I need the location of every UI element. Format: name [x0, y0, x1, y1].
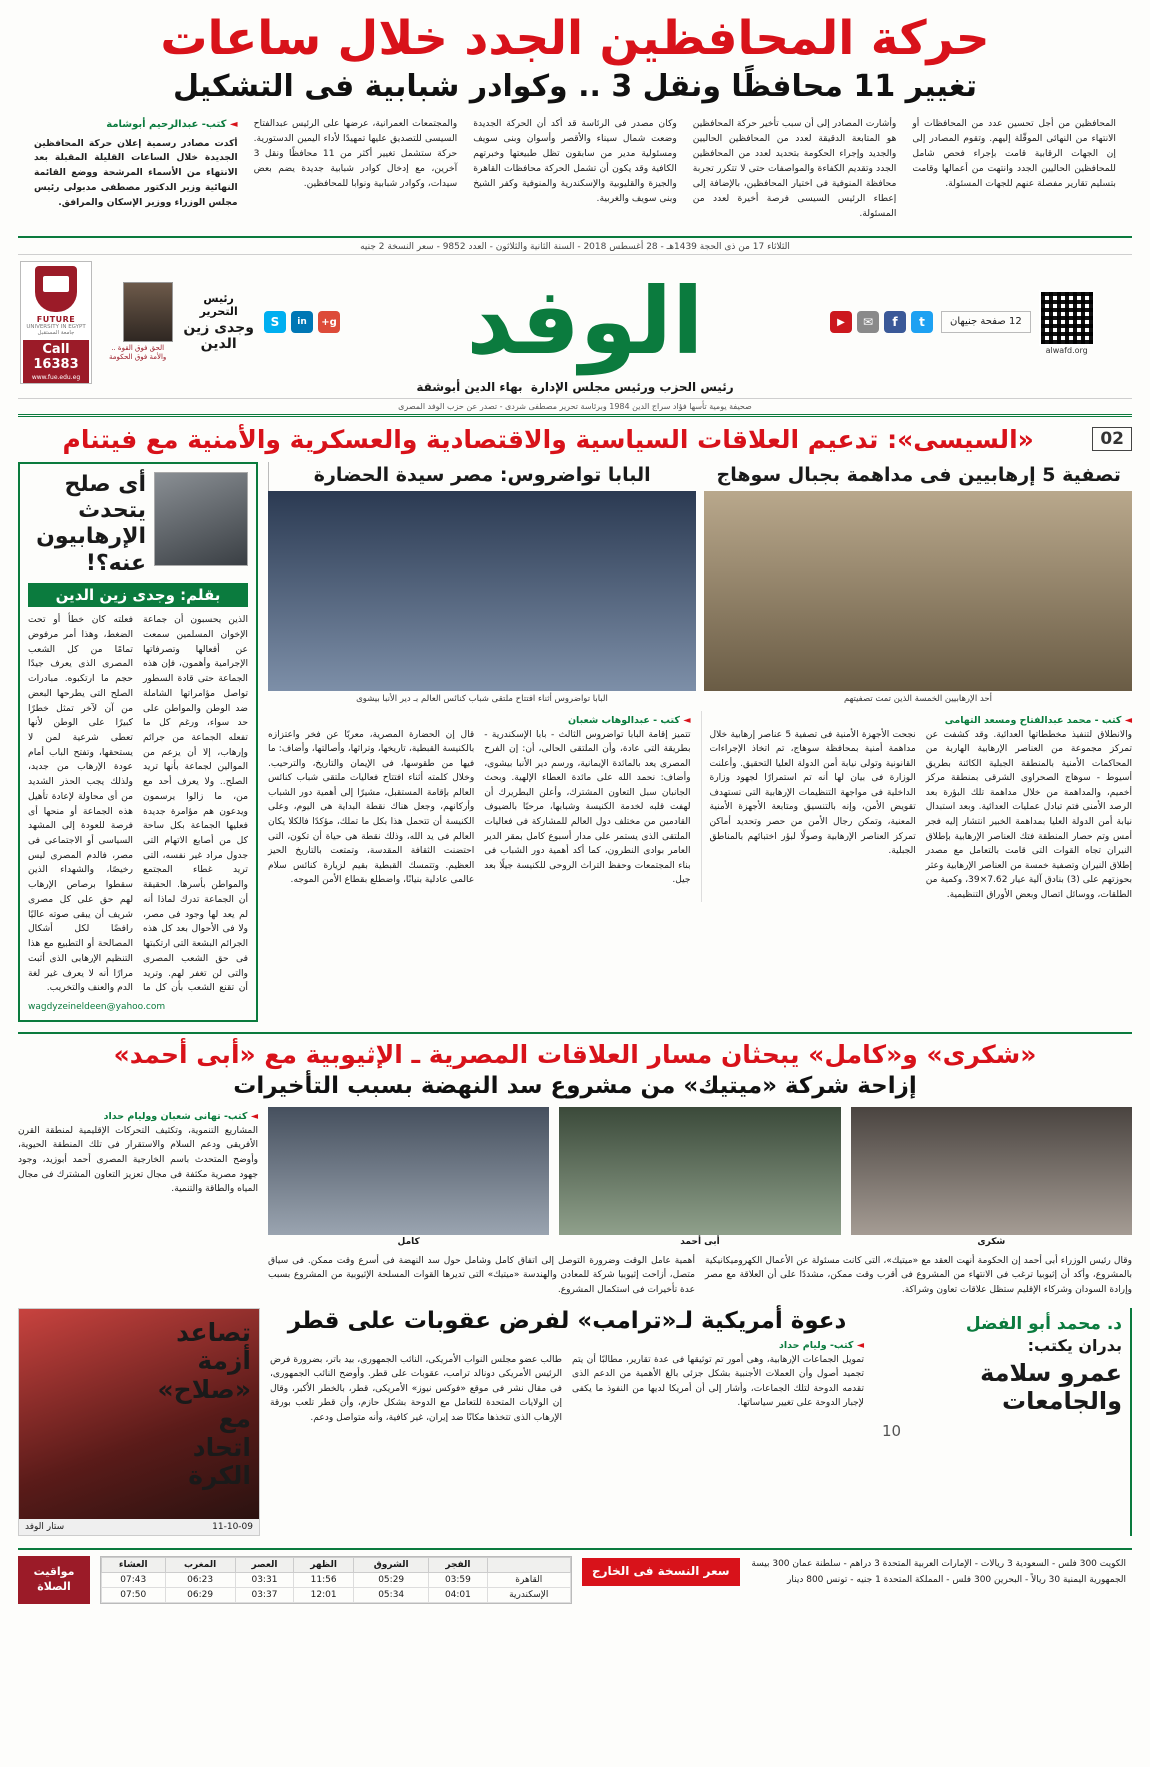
sisi-strip — [18, 425, 1132, 454]
top-byline: ◄ كتب- عبدالرحيم أبوشامة — [106, 119, 238, 131]
salah-story[interactable] — [18, 1308, 260, 1536]
ethiopia-grid — [0, 1107, 1150, 1298]
prices-badge: سعر النسخة فى الخارج — [582, 1558, 740, 1586]
trump-kicker: ◄ كتب- وليام حداد — [779, 1339, 864, 1351]
abu-fadl-title: عمرو سلامة والجامعات — [980, 1358, 1122, 1416]
story-right-col-2: تتميز إقامة البابا تواضروس الثالث - بابا الإسكندرية - بطريقة التى عادة، وأن الملتقى الحالى، أن: إن الفرح المصرى يعد بالمائدة الإيمانية، ورسم دير الأنبا بيشوى، وأضاف: نحمد الله على مائدة العطاء الإلهية. وبحث الجانبان سبل التعاون المشترك، وأعلن البطريرك أن لهفت قلبه لخدمة الكنيسة وشبابها، مرحبًا بالضيوف القادمين من مختلف دول العالم للمشاركة فى فعاليات الملتقى الذى يستمر على مدار أسبوع كامل بمقر الدير العامر بوادى النطرون، كما أكد أهمية دور الشباب فى بناء المجتمعات وحفظ التراث الروحى للكنيسة جيلًا بعد جيل. — [484, 729, 691, 886]
story-right-body — [268, 711, 691, 903]
qr-code-icon[interactable] — [1039, 290, 1095, 346]
story-left-col-2: والانطلاق لتنفيذ مخططاتها العدائية. وقد كشفت عن تمركز مجموعة من العناصر الإرهابية الهاربة من المحاكمات الأمنية بالمنطقة الجبلية الكائنة بطريق أسيوط - سوهاج الصحراوى الشرقى بمنطقة مركز أخميم، والمداهمة من خلال مداهمة تلك البؤرة بعد الرصد الأمنى فتم تبادل عمليات العدائية. وبعد استبدال نيابة أمن الدولة العليا بمداهمة الخبير انتشار إليه فجر أمس وتم حصار المنطقة فتك العناصر الإرهابية بإطلاق النيران تجاه القوات التى قامت بالتعامل مع مصدر إطلاق النيران وتصفية خمسة من العناصر الإرهابية وعثر بحوزتهم على (3) بنادق آلية عيار 7.62×39، وكمية من الطلقات، ووسائل اتصال وبعض الأوراق التنظيمية. — [925, 729, 1132, 900]
website-url[interactable]: alwafd.org — [1045, 345, 1088, 355]
trump-col-2: تمويل الجماعات الإرهابية، وهى أمور تم توثيقها فى عدة تقارير، مطالبًا أن يتم تجميد أصول وأن العملات الأجنبية بشكل جزئى بالغ الأهمية من الدعم الذى تقدمه الدوحة لتلك الجماعات، وأشار إلى أن أمريكا لديها من النفوذ ما يكفى لإجبار الدوحة على تغيير سياساتها. — [572, 1354, 864, 1409]
th-blank — [487, 1557, 570, 1572]
ethiopia-body — [268, 1254, 1132, 1298]
alex-isha: 07:50 — [102, 1587, 166, 1602]
masthead-left — [830, 290, 1130, 355]
top-stories — [268, 462, 1132, 1022]
bottom-grid — [0, 1298, 1150, 1536]
opinion-email[interactable]: wagdyzeineldeen@yahoo.com — [28, 1001, 166, 1012]
main-headline: حركة المحافظين الجدد خلال ساعات — [160, 11, 990, 66]
trump-col-1: طالب عضو مجلس النواب الأمريكى، النائب الجمهورى، بيد باتر، بضرورة فرض الرئيس الأمريكى دونالد ترامب، عقوبات على قطر. وأوضح النائب الجمهورى، فى مقال نشر فى موقع «فوكس نيوز» الأمريكى، قطر، بالخطر الأكبر، وقال إن الولايات المتحدة للتعامل مع الدوحة بشكل حازم، وأن قطر تلعب بورقة الإرهاب الذى تتخذها مكانًا ضد إيران، غير كافية، وأنه متواصل ودعم. — [270, 1354, 562, 1423]
th-dhuhr: الظهر — [294, 1557, 354, 1572]
th-asr: العصر — [235, 1557, 293, 1572]
ethiopia-divider — [18, 1032, 1132, 1034]
opinion-column — [18, 462, 258, 1022]
triangle-icon: ◄ — [1124, 714, 1132, 726]
ethiopia-strip: «شكرى» و«كامل» يبحثان مسار العلاقات المصرية ـ الإثيوبية مع «أبى أحمد» — [113, 1039, 1037, 1069]
story-right-col-1: قال إن الحضارة المصرية، معربًا عن فخر واعتزازه بالكنيسة القبطية، تاريخها، وتراثها، وأصالتها، وأضاف: ما فيها من طقوسها، فى الإيمان والتاريخ، والترحيب. وخلال كلمته أثناء افتتاح فعاليات ملتقى شباب كنائس العالم بإقامة المستقبل، مشيرًا إلى أهمية دور الشباب وأركانهم، وجعل هناك نقطة البداية هى اليوم، وعلى الكنيسة أن تتحمل هذا بكل ما تملك، مؤكدًا فالكلا يكان العالم فى يد الله، وذلك نقطة هى حياة أن تكون، التى احتضنت الثقافة المقدسة، وتمتعت بالتاريخ الحيز العظيم. وتتمسك القبطية بقيم لزيارة كنائس سلام عالمى عادلية بنيانًا، واضطلع بقطاع الأمن الموجه. — [268, 729, 475, 886]
fue-arabic: جامعة المستقبل — [37, 329, 75, 336]
footer — [18, 1548, 1132, 1604]
table-row — [102, 1587, 571, 1602]
abu-fadl-page: 10 — [882, 1422, 902, 1441]
alex-maghrib: 06:29 — [165, 1587, 235, 1602]
ethiopia-col-1: أهمية عامل الوقت وضرورة التوصل إلى اتفاق كامل وشامل حول سد النهضة فى أسرع وقت ممكن. فى سياق متصل، أزاحت إثيوبيا شركة للمعادن والهندسة «ميتيك» التى تديرها القوات المسلحة الإثيوبية من المشروع بسبب عدة تأخيرات فى استكمال المشروع. — [268, 1255, 695, 1296]
top-column-4: وأشارت المصادر إلى أن سبب تأخير حركة المحافظين هو المتابعة الدقيقة لعدد من المحافظين الحاليين والجديد وإجراء الحكومة بتحديد لعدد من المحافظين الجدد وتقديم الكفاءة والمواصفات حتى لا تتكرر تجربة محافظة المنوفية فى اختيار المحافظين، بالإضافة إلى إعطاء الرئيس السيسى فرصة أخيرة لعدد من المسئولة. — [692, 118, 897, 219]
youtube-icon[interactable]: ▶ — [830, 311, 852, 333]
prices-line-2: الجمهورية اليمنية 30 ريالاً - البحرين 300 فلس - المملكة المتحدة 1 جنيه - تونس 800 دينار — [787, 1574, 1126, 1585]
story-left-col-1: نجحت الأجهزة الأمنية فى تصفية 5 عناصر إرهابية خلال مداهمة أمنية بمحافظة سوهاج، تم اتخاذ الإجراءات القانونية وتولى نيابة أمن الدولة العليا التحقيق. وأعلنت الوزارة فى بيان لها أنه تم استمرارًا لجهود وزارة الداخلية فى مواجهة التنظيمات الإرهابية التى تستهدف تقويض الأمن، وإنه بالتنسيق ومتابعة الأجهزة الأمنية المعنية، وتمكن رجال الأمن من حصر وتحديد أماكن تمركز العناصر الإرهابية وصولًا لبؤر اختبائهم بالمناطق الجبلية. — [709, 729, 916, 857]
story-right-headline: البابا تواضروس: مصر سيدة الحضارة — [268, 462, 696, 491]
ethiopia-col-2: وقال رئيس الوزراء أبى أحمد إن الحكومة أنهت العقد مع «ميتيك»، التى كانت مسئولة عن الأعمال الكهروميكانيكية بالمشروع، وأكد أن إثيوبيا ترغب فى الانتهاء من المشروع فى أقرب وقت ممكن، مشددًا على أن العلاقة مع مصر وإرادة السودان وشركاء الإقليم ستظل علاقات تعاون وشراكة. — [705, 1255, 1132, 1296]
trump-headline: دعوة أمريكية لـ«ترامب» لفرض عقوبات على قطر — [287, 1307, 847, 1334]
paper-logo — [340, 268, 830, 376]
photo-shoukry-caption: شكرى — [977, 1236, 1006, 1247]
top-column-1-text: أكدت مصادر رسمية إعلان حركة المحافظين الجديدة خلال الساعات القليلة المقبلة بعد الانتهاء من الأسماء المرشحة ووضع القائمة النهائية وزير الدكتور مصطفى مدبولى رئيس مجلس الوزراء ووزير الإسكان والمرافق. — [34, 137, 238, 209]
opinion-header — [28, 472, 248, 578]
story-right-photo-block — [268, 491, 696, 707]
photo-shoukry — [851, 1107, 1132, 1235]
th-maghrib: المغرب — [165, 1557, 235, 1572]
trump-body — [270, 1353, 864, 1426]
th-shorouk: الشروق — [354, 1557, 429, 1572]
facebook-icon[interactable]: f — [884, 311, 906, 333]
social-links-right — [264, 311, 340, 333]
fue-name: FUTURE — [36, 314, 76, 324]
alex-fajr: 04:01 — [429, 1587, 487, 1602]
sohag-raid-photo — [704, 491, 1132, 691]
ethiopia-photos — [268, 1107, 1132, 1249]
sisi-strip-page: 02 — [1092, 427, 1132, 451]
city-alexandria: الإسكندرية — [487, 1587, 570, 1602]
alex-dhuhr: 12:01 — [294, 1587, 354, 1602]
city-cairo: القاهرة — [487, 1572, 570, 1587]
party-line-label: رئيس الحزب ورئيس مجلس الإدارة — [530, 379, 734, 394]
photo-kamel-block — [268, 1107, 549, 1249]
opinion-author: بقلم: وجدى زين الدين — [28, 583, 248, 607]
story-left-photo-block — [704, 491, 1132, 707]
cairo-maghrib: 06:23 — [165, 1572, 235, 1587]
th-fajr: الفجر — [429, 1557, 487, 1572]
cairo-fajr: 03:59 — [429, 1572, 487, 1587]
party-line-name: بهاء الدين أبوشقة — [416, 379, 523, 394]
triangle-icon: ◄ — [250, 1110, 258, 1122]
mail-icon[interactable]: ✉ — [857, 311, 879, 333]
top-article-columns — [28, 117, 1122, 221]
main-grid — [0, 454, 1150, 1022]
editor-photo — [123, 282, 173, 342]
top-column-1 — [34, 117, 238, 221]
salah-photo — [19, 1309, 259, 1519]
sub-headline: تغيير 11 محافظًا ونقل 3 .. وكوادر شبابية فى التشكيل — [172, 69, 977, 105]
abu-fadl-column[interactable] — [874, 1308, 1132, 1536]
pope-photo — [268, 491, 696, 691]
story-left-headline: تصفية 5 إرهابيين فى مداهمة بجبال سوهاج — [716, 463, 1121, 486]
pages-badge: 12 صفحة جنيهان — [941, 311, 1031, 333]
pope-photo-caption: البابا تواضروس أثناء افتتاح ملتقى شباب كنائس العالم بـ دير الأنبا بيشوى — [356, 693, 608, 704]
story-right-kicker: ◄ كتب - عبدالوهاب شعبان — [567, 714, 691, 726]
fue-shield-icon — [35, 266, 77, 312]
trump-story — [270, 1308, 864, 1536]
cairo-asr: 03:31 — [235, 1572, 293, 1587]
opinion-box — [18, 462, 258, 1022]
sohag-raid-caption: أحد الإرهابيين الخمسة الذين تمت تصفيتهم — [843, 693, 993, 704]
abu-fadl-action: بدران يكتب: — [1027, 1335, 1122, 1355]
cairo-isha: 07:43 — [102, 1572, 166, 1587]
opinion-title: أى صلح يتحدث الإرهابيون عنه؟! — [36, 471, 146, 576]
editor-name: وجدى زين الدين — [183, 320, 254, 353]
top-column-2: والمجتمعات العمرانية، عرضها على الرئيس عبدالفتاح السيسى للتصديق عليها تمهيدًا لأداء اليمين الدستورية. حركة ستشمل تغيير أكثر من 11 محافظًا ونقل 3 آخرين، مع إدخال كوادر شبابية جديدة يضم بعض سيدات، وكوادر شبابية ونوابا للمحافظين. — [253, 118, 458, 189]
story-headlines — [268, 462, 1132, 491]
skype-icon[interactable]: S — [264, 311, 286, 333]
ethiopia-side-col — [18, 1107, 258, 1298]
table-header-row — [102, 1557, 571, 1572]
th-isha: العشاء — [102, 1557, 166, 1572]
editor-slogan: الحق فوق القوة .. والأمة فوق الحكومة — [109, 344, 167, 362]
story-left-body — [701, 711, 1133, 903]
photo-shoukry-block — [851, 1107, 1132, 1249]
social-links-left — [830, 311, 933, 333]
googleplus-icon[interactable]: g+ — [318, 311, 340, 333]
cairo-dhuhr: 11:56 — [294, 1572, 354, 1587]
fue-ad[interactable] — [20, 261, 92, 384]
story-left-kicker: ◄ كتب - محمد عبدالفتاح ومسعد التهامى — [944, 714, 1132, 726]
alex-asr: 03:37 — [235, 1587, 293, 1602]
photo-abiy-ahmed — [559, 1107, 840, 1235]
prayer-badge: مواقيت الصلاة — [18, 1556, 90, 1604]
masthead-right — [20, 261, 340, 384]
alex-shorouk: 05:34 — [354, 1587, 429, 1602]
masthead — [0, 255, 1150, 386]
photo-abiy-block — [559, 1107, 840, 1249]
triangle-icon: ◄ — [856, 1339, 864, 1351]
opinion-author-photo — [154, 472, 248, 566]
photo-abiy-caption: أبى أحمد — [680, 1236, 720, 1247]
photo-kamel — [268, 1107, 549, 1235]
ethiopia-headline: إزاحة شركة «ميتيك» من مشروع سد النهضة بسبب التأخيرات — [233, 1072, 917, 1099]
salah-footer — [19, 1519, 259, 1535]
ethiopia-main-col — [268, 1107, 1132, 1298]
editor-block — [102, 282, 173, 362]
fue-url[interactable]: www.fue.edu.eg — [23, 374, 89, 383]
top-column-3: وكان مصدر فى الرئاسة قد أكد أن الحركة الجديدة وضعت شمال سيناء والأقصر وأسوان وبنى سويف ومسئولية مدير من سابقون تظل طبيعتها وخبرتهم الكافية وقد يكون أن تشمل الحركة محافظات القاهرة والجيزة والقليوبية والإسكندرية والمنوفية وكفر الشيخ وبنى سويف والغربية. — [473, 118, 677, 204]
masthead-credit: صحيفة يومية تأسها فؤاد سراج الدين 1984 وبرئاسة تحرير مصطفى شردى - تصدر عن حزب الوفد المصرى — [18, 398, 1132, 417]
cairo-shorouk: 05:29 — [354, 1572, 429, 1587]
salah-title: تصاعد أزمة «صلاح» مع اتحاد الكرة — [157, 1317, 251, 1491]
abu-fadl-name: د. محمد أبو الفضل — [965, 1313, 1122, 1334]
dateline: الثلاثاء 17 من ذى الحجة 1439هـ - 28 أغسطس 2018 - السنة الثانية والثلاثون - العدد 9852 - سعر النسخة 2 جنيه — [18, 238, 1132, 255]
qr-block — [1039, 290, 1095, 355]
prices-line-1: الكويت 300 فلس - السعودية 3 ريالات - الإمارات العربية المتحدة 3 دراهم - سلطنة عمان 300 بيسة — [751, 1558, 1126, 1569]
story-photos — [268, 491, 1132, 707]
triangle-icon: ◄ — [229, 119, 238, 131]
ethiopia-kicker: ◄ كتب- تهانى شعبان ووليام حداد — [103, 1110, 258, 1122]
table-row — [102, 1572, 571, 1587]
top-column-5: المحافظين من أجل تحسين عدد من المحافظات أو الانتهاء من النهائى الموقّلة إليهم. وتقوم المصادر إلى إن الجهات الرقابية قامت بإجراء فحص شامل للمحافظين الحاليين الجدد وانتهت من أعمالها وقامت بتسليم تقارير مفصلة عنهم للجهات المسئولة. — [912, 118, 1116, 189]
editor-name-block — [183, 292, 254, 352]
fue-name2: UNIVERSITY IN EGYPT — [26, 323, 86, 330]
top-banner — [0, 0, 1150, 226]
story-bodies — [268, 711, 1132, 903]
paper-name: الوفد — [466, 268, 704, 376]
prayer-times-table — [100, 1556, 572, 1604]
opinion-body: الذين يحسبون أن جماعة الإخوان المسلمين سمعت عن أفعالها وتصرفاتها الإجرامية وأهمون، فإن هذه الجماعة حتى قادة السطور تواصل مؤامراتها الشاملة ضد الوطن والمواطن على حد سواء، ورغم كل ما تفعله الجماعة من جرائم وإرهاب، إلا أن يزعم من الموالين لجماعة بأنها تريد الصلح.. ولا يعرف أحد مع من، ما زالوا يرسمون ويدعون هم مؤامرة جديدة فعليها الجماعة بكل ساحة كل من أصابع الاتهام التى جدول مراد غير نفسه، التى تريد غطاء المجتمع والمواطن بأسرها. الحقيقة أن الجماعة تدرك لماذا أنه لم يعد لها وجود فى مصر، ولا فى الأحوال بعد كل هذه الجرائم البشعة التى ارتكبتها فى حق الشعب المصرى والتى لن تغفر لهم. وتريد أن تقنع الشعب بأن كل ما فعلته كان خطأ أو تحت الضغط، وهذا أمر مرفوض تمامًا من كل الشعب المصرى الذى يعرف جيدًا حجم ما ارتكبوه. مبادرات الصلح التى يطرحها البعض من آن لآخر تمثل خطرًا كبيرًا على الوطن لأنها تعطى شرعية لمن لا يستحقها، وتفتح الباب أمام عودة الإرهاب من جديد، ولذلك يجب الحذر الشديد من أى محاولة لإعادة تأهيل هذه الجماعة أو منحها أى فرصة للعودة إلى المشهد السياسى أو الاجتماعى فى مصر، فالدم المصرى ليس رخيصًا، والشهداء الذين سقطوا برصاص الإرهاب لهم حق على كل مصرى شريف أن يبقى صوته عاليًا رافضًا لكل أشكال المصالحة أو التطبيع مع هذا التنظيم الإرهابى الذى أثبت مرارًا أنه لا يعرف غير لغة الدم والعنف والتخريب. — [28, 614, 248, 994]
overseas-prices — [582, 1556, 1132, 1604]
triangle-icon: ◄ — [683, 714, 691, 726]
ethiopia-side-text: المشاريع التنموية، وتكثيف التحركات الإقليمية لمنطقة القرن الأفريقى ودعم السلام والاستقرار فى تلك المنطقة الحيوية، وأوضح المتحدث باسم الخارجية المصرى أحمد أبوزيد، وجود جهود مصرية مكثفة فى مجال تعزيز التعاون المشترك فى مجال المياه والطاقة والتنمية. — [18, 1125, 258, 1195]
editor-role: رئيس التحرير — [199, 292, 238, 319]
salah-source: ستار الوفد — [25, 1521, 65, 1532]
twitter-icon[interactable]: t — [911, 311, 933, 333]
linkedin-icon[interactable]: in — [291, 311, 313, 333]
photo-kamel-caption: كامل — [397, 1236, 420, 1247]
sisi-strip-text: «السيسى»: تدعيم العلاقات السياسية والاقتصادية والعسكرية والأمنية مع فيتنام — [62, 424, 1034, 454]
fue-call-button[interactable]: Call 16383 — [23, 340, 89, 374]
salah-pages: 11-10-09 — [212, 1521, 253, 1532]
